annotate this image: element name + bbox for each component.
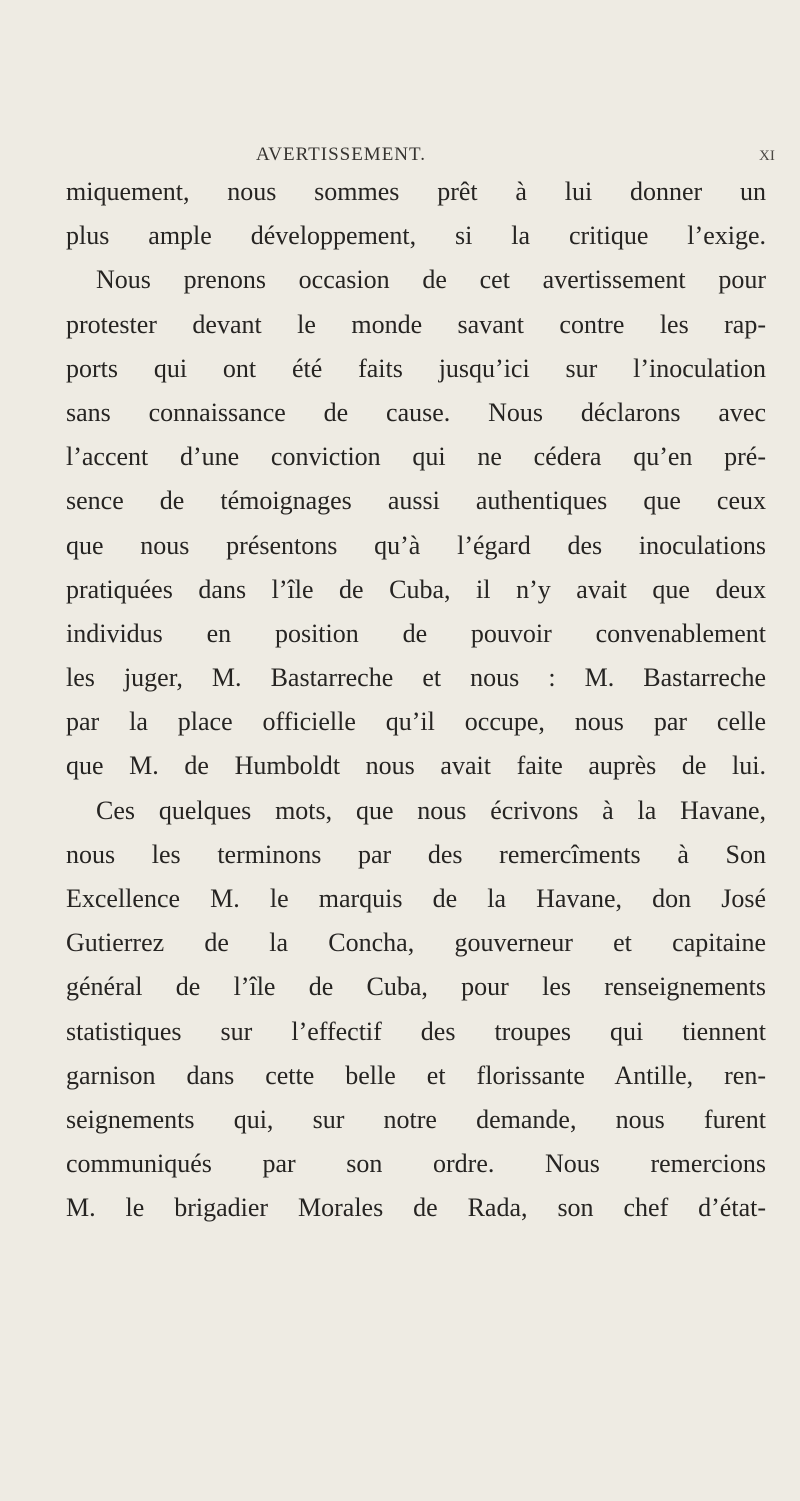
text-line: Excellence M. le marquis de la Havane, don José xyxy=(66,884,766,913)
text-line: général de l’île de Cuba, pour les renseignements xyxy=(66,972,766,1002)
text-line: que nous présentons qu’à l’égard des inoculations xyxy=(66,530,766,560)
paragraph-start-line: Ces quelques mots, que nous écrivons à la Havane, xyxy=(96,795,766,825)
text-line: l’accent d’une conviction qui ne cédera qu’en pré- xyxy=(66,442,766,472)
text-line: communiqués par son ordre. Nous remercions xyxy=(66,1149,766,1179)
text-line: par la place officielle qu’il occupe, nous par celle xyxy=(66,707,766,737)
text-line: plus ample développement, si la critique l’exige. xyxy=(66,221,766,251)
text-line: miquement, nous sommes prêt à lui donner un xyxy=(66,177,766,206)
text-line: statistiques sur l’effectif des troupes qui tiennent xyxy=(66,1016,766,1046)
page-number: XI xyxy=(759,148,775,164)
running-title: AVERTISSEMENT. xyxy=(256,144,426,165)
text-line: M. le brigadier Morales de Rada, son chef d’état- xyxy=(66,1193,766,1223)
text-line: sans connaissance de cause. Nous déclarons avec xyxy=(66,397,766,427)
text-line: Gutierrez de la Concha, gouverneur et capitaine xyxy=(66,928,766,958)
text-line: les juger, M. Bastarreche et nous : M. Bastarreche xyxy=(66,663,766,693)
text-line: sence de témoignages aussi authentiques que ceux xyxy=(66,486,766,516)
text-line: garnison dans cette belle et florissante Antille, ren- xyxy=(66,1060,766,1090)
running-head xyxy=(0,143,800,167)
text-line: que M. de Humboldt nous avait faite auprès de lui. xyxy=(66,751,766,781)
body-text xyxy=(66,170,766,1231)
text-line: seignements qui, sur notre demande, nous furent xyxy=(66,1104,766,1134)
text-line: nous les terminons par des remercîments à Son xyxy=(66,839,766,869)
text-line: protester devant le monde savant contre les rap- xyxy=(66,309,766,339)
paragraph-start-line: Nous prenons occasion de cet avertissement pour xyxy=(96,265,766,295)
text-line: pratiquées dans l’île de Cuba, il n’y avait que deux xyxy=(66,574,766,604)
text-line: ports qui ont été faits jusqu’ici sur l’inoculation xyxy=(66,353,766,383)
text-line: individus en position de pouvoir convenablement xyxy=(66,618,766,648)
